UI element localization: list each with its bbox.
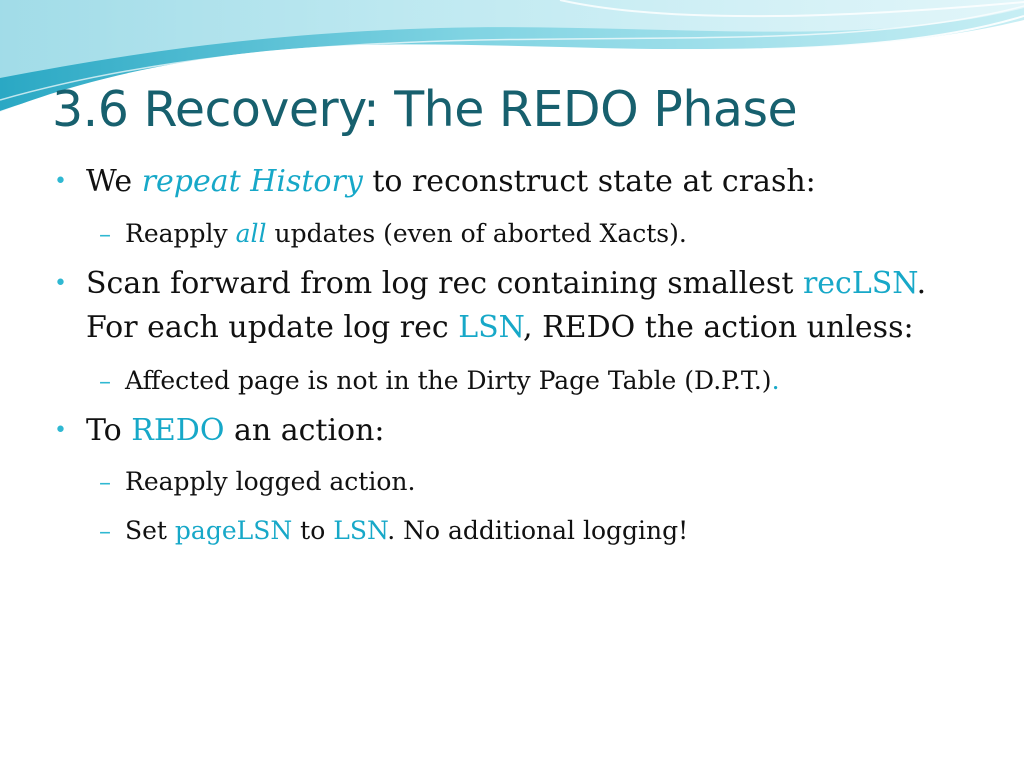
text-run: For each update log rec xyxy=(86,310,459,345)
bullet-item xyxy=(86,412,385,450)
bullet-item-continuation xyxy=(86,309,914,347)
highlighted-term: recLSN xyxy=(802,266,917,301)
bullet-item xyxy=(86,265,926,303)
sub-bullet-item xyxy=(125,365,780,397)
sub-bullet-marker: – xyxy=(99,468,111,496)
text-run: an action: xyxy=(224,413,385,448)
bullet-marker: • xyxy=(54,418,67,443)
text-run: to xyxy=(292,516,334,545)
highlighted-term: all xyxy=(235,219,267,248)
highlighted-term: REDO xyxy=(131,413,225,448)
text-run: Affected page is not in the Dirty Page Table (D.P.T.) xyxy=(125,366,772,395)
text-run: . No additional logging! xyxy=(387,516,689,545)
text-run: Scan forward from log rec containing smallest xyxy=(86,266,803,301)
text-run: Reapply logged action. xyxy=(125,467,416,496)
text-run: to reconstruct state at crash: xyxy=(362,164,816,199)
bullet-marker: • xyxy=(54,169,67,194)
sub-bullet-marker: – xyxy=(99,367,111,395)
text-run: To xyxy=(86,413,132,448)
text-run: We xyxy=(86,164,142,199)
sub-bullet-marker: – xyxy=(99,517,111,545)
sub-bullet-item xyxy=(125,515,688,547)
highlighted-term: pageLSN xyxy=(174,516,293,545)
highlighted-term: LSN xyxy=(333,516,388,545)
text-run: , REDO the action unless: xyxy=(523,310,914,345)
highlighted-term: . xyxy=(771,366,780,395)
sub-bullet-item xyxy=(125,466,415,498)
text-run: updates (even of aborted Xacts). xyxy=(266,219,687,248)
text-run: . xyxy=(916,266,927,301)
bullet-marker: • xyxy=(54,271,67,296)
sub-bullet-marker: – xyxy=(99,220,111,248)
sub-bullet-item xyxy=(125,218,687,250)
slide-title: 3.6 Recovery: The REDO Phase xyxy=(52,81,798,138)
text-run: Set xyxy=(125,516,175,545)
highlighted-term: LSN xyxy=(458,310,524,345)
bullet-item xyxy=(86,163,816,201)
text-run: Reapply xyxy=(125,219,236,248)
highlighted-term: repeat History xyxy=(141,164,363,199)
